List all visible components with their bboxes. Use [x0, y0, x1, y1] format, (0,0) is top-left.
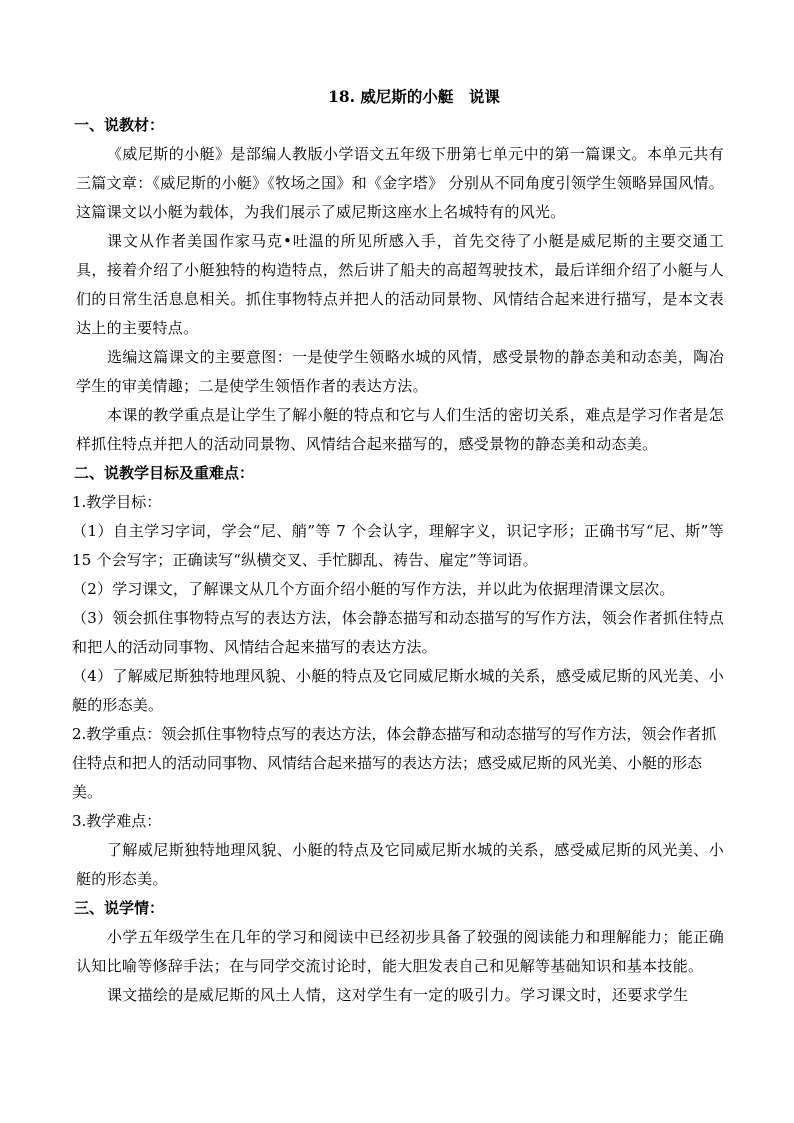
- section-heading-learners: 三、说学情：: [74, 899, 165, 917]
- goal-item: （4）了解威尼斯独特地理风貌、小艇的特点及它同威尼斯水城的关系，感受威尼斯的风光美、小艇的形态美。: [72, 667, 724, 714]
- paragraph: 《威尼斯的小艇》是部编人教版小学语文五年级下册第七单元中的第一篇课文。本单元共有三篇文章：《威尼斯的小艇》《牧场之国》和《金字塔》 分别从不同角度引领学生领略异国风情。这篇课文以小艇为载体，为我们展示了威尼斯这座水上名城特有的风光。: [76, 145, 724, 221]
- paragraph: 小学五年级学生在几年的学习和阅读中已经初步具备了较强的阅读能力和理解能力；能正确认知比喻等修辞手法；在与同学交流讨论时，能大胆发表自己和见解等基础知识和基本技能。: [76, 928, 724, 975]
- subheading-teaching-difficulty: 3.教学难点：: [72, 812, 162, 830]
- section-heading-objectives: 二、说教学目标及重难点：: [74, 464, 255, 482]
- goal-item: （3）领会抓住事物特点写的表达方法，体会静态描写和动态描写的写作方法，领会作者抓住特点和把人的活动同事物、风情结合起来描写的表达方法。: [72, 609, 724, 656]
- section-heading-textbook: 一、说教材：: [74, 116, 165, 134]
- goal-item: （1）自主学习字词，学会“尼、艄”等 7 个会认字，理解字义，识记字形；正确书写“尼、斯”等 15 个会写字；正确读写“纵横交叉、手忙脚乱、祷告、雇定”等词语。: [72, 522, 724, 569]
- paragraph: 了解威尼斯独特地理风貌、小艇的特点及它同威尼斯水城的关系，感受威尼斯的风光美、小艇的形态美。: [76, 841, 724, 888]
- document-page: [72, 82, 724, 1010]
- paragraph: 本课的教学重点是让学生了解小艇的特点和它与人们生活的密切关系，难点是学习作者是怎样抓住特点并把人的活动同景物、风情结合起来描写的，感受景物的静态美和动态美。: [76, 406, 724, 453]
- paragraph: 课文从作者美国作家马克•吐温的所见所感入手，首先交待了小艇是威尼斯的主要交通工具，接着介绍了小艇独特的构造特点，然后讲了船夫的高超驾驶技术，最后详细介绍了小艇与人们的日常生活息息相关。抓住事物特点并把人的活动同景物、风情结合起来进行描写，是本文表达上的主要特点。: [76, 232, 724, 337]
- goal-item: （2）学习课文，了解课文从几个方面介绍小艇的写作方法，并以此为依据理清课文层次。: [72, 580, 675, 598]
- teaching-key-point: 2.教学重点：领会抓住事物特点写的表达方法，体会静态描写和动态描写的写作方法，领会作者抓住特点和把人的活动同事物、风情结合起来描写的表达方法；感受威尼斯的风光美、小艇的形态美。: [72, 725, 717, 801]
- subheading-teaching-goals: 1.教学目标：: [72, 493, 162, 511]
- paragraph: 课文描绘的是威尼斯的风土人情，这对学生有一定的吸引力。学习课文时，还要求学生: [107, 986, 689, 1004]
- document-title: 18. 威尼斯的小艇 说课: [328, 87, 500, 106]
- paragraph: 选编这篇课文的主要意图：一是使学生领略水城的风情，感受景物的静态美和动态美，陶冶学生的审美情趣；二是使学生领悟作者的表达方法。: [76, 348, 724, 395]
